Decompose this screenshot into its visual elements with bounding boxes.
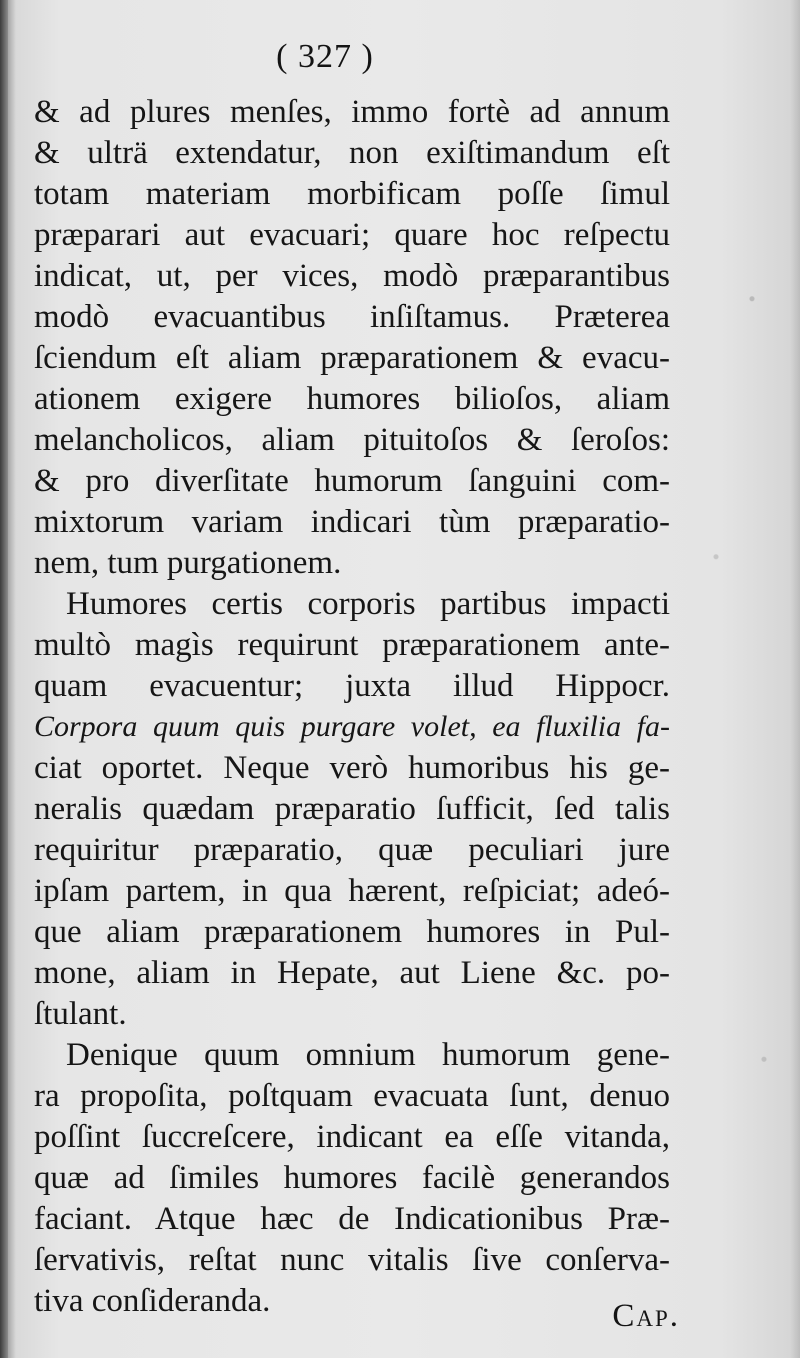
text-line: præparari aut evacuari; quare hoc reſpectu [34,217,670,253]
text-line: ſtulant. [34,996,127,1032]
text-line: & pro diverſitate humorum ſanguini com- [34,463,670,499]
paragraph-first-line: Humores certis corporis partibus impacti [66,586,670,622]
text-line: nem, tum purgationem. [34,545,342,581]
text-line: multò magìs requirunt præparationem ante- [34,627,670,663]
text-line: mone, aliam in Hepate, aut Liene &c. po- [34,955,670,991]
text-line: ſciendum eſt aliam præparationem & evacu- [34,340,670,376]
text-line: totam materiam morbificam poſſe ſimul [34,176,670,212]
text-line: mixtorum variam indicari tùm præparatio- [34,504,670,540]
text-line: indicat, ut, per vices, modò præparantibus [34,258,670,294]
catchword: Cap. [612,1298,680,1334]
text-line: ationem exigere humores bilioſos, aliam [34,381,670,417]
text-line: faciant. Atque hæc de Indicationibus Præ- [34,1201,670,1237]
text-line: ra propoſita, poſtquam evacuata ſunt, denuo [34,1078,670,1114]
text-line: quam evacuentur; juxta illud Hippocr. [34,668,670,704]
paper-texture [680,0,800,1358]
text-line: & ulträ extendatur, non exiſtimandum eſt [34,135,670,171]
text-line: tiva conſideranda. [34,1283,271,1319]
text-line: & ad plures menſes, immo fortè ad annum [34,94,670,130]
quotation-line: Corpora quum quis purgare volet, ea fluxilia fa- [34,710,670,743]
text-line: melancholicos, aliam pituitoſos & ſeroſos: [34,422,670,458]
page-number: ( 327 ) [276,38,374,75]
text-line: quæ ad ſimiles humores facilè generandos [34,1160,670,1196]
text-line: ſervativis, reſtat nunc vitalis ſive conſerva- [34,1242,670,1278]
text-line: neralis quædam præparatio ſufficit, ſed talis [34,791,670,827]
page-gutter-shadow [0,0,8,1358]
text-line: poſſint ſuccreſcere, indicant ea eſſe vitanda, [34,1119,670,1155]
text-line: ciat oportet. Neque verò humoribus his ge- [34,750,670,786]
text-line: requiritur præparatio, quæ peculiari jure [34,832,670,868]
text-line: que aliam præparationem humores in Pul- [34,914,670,950]
text-line: ipſam partem, in qua hærent, reſpiciat; adeó- [34,873,670,909]
text-line: modò evacuantibus inſiſtamus. Præterea [34,299,670,335]
paragraph-first-line: Denique quum omnium humorum gene- [66,1037,670,1073]
